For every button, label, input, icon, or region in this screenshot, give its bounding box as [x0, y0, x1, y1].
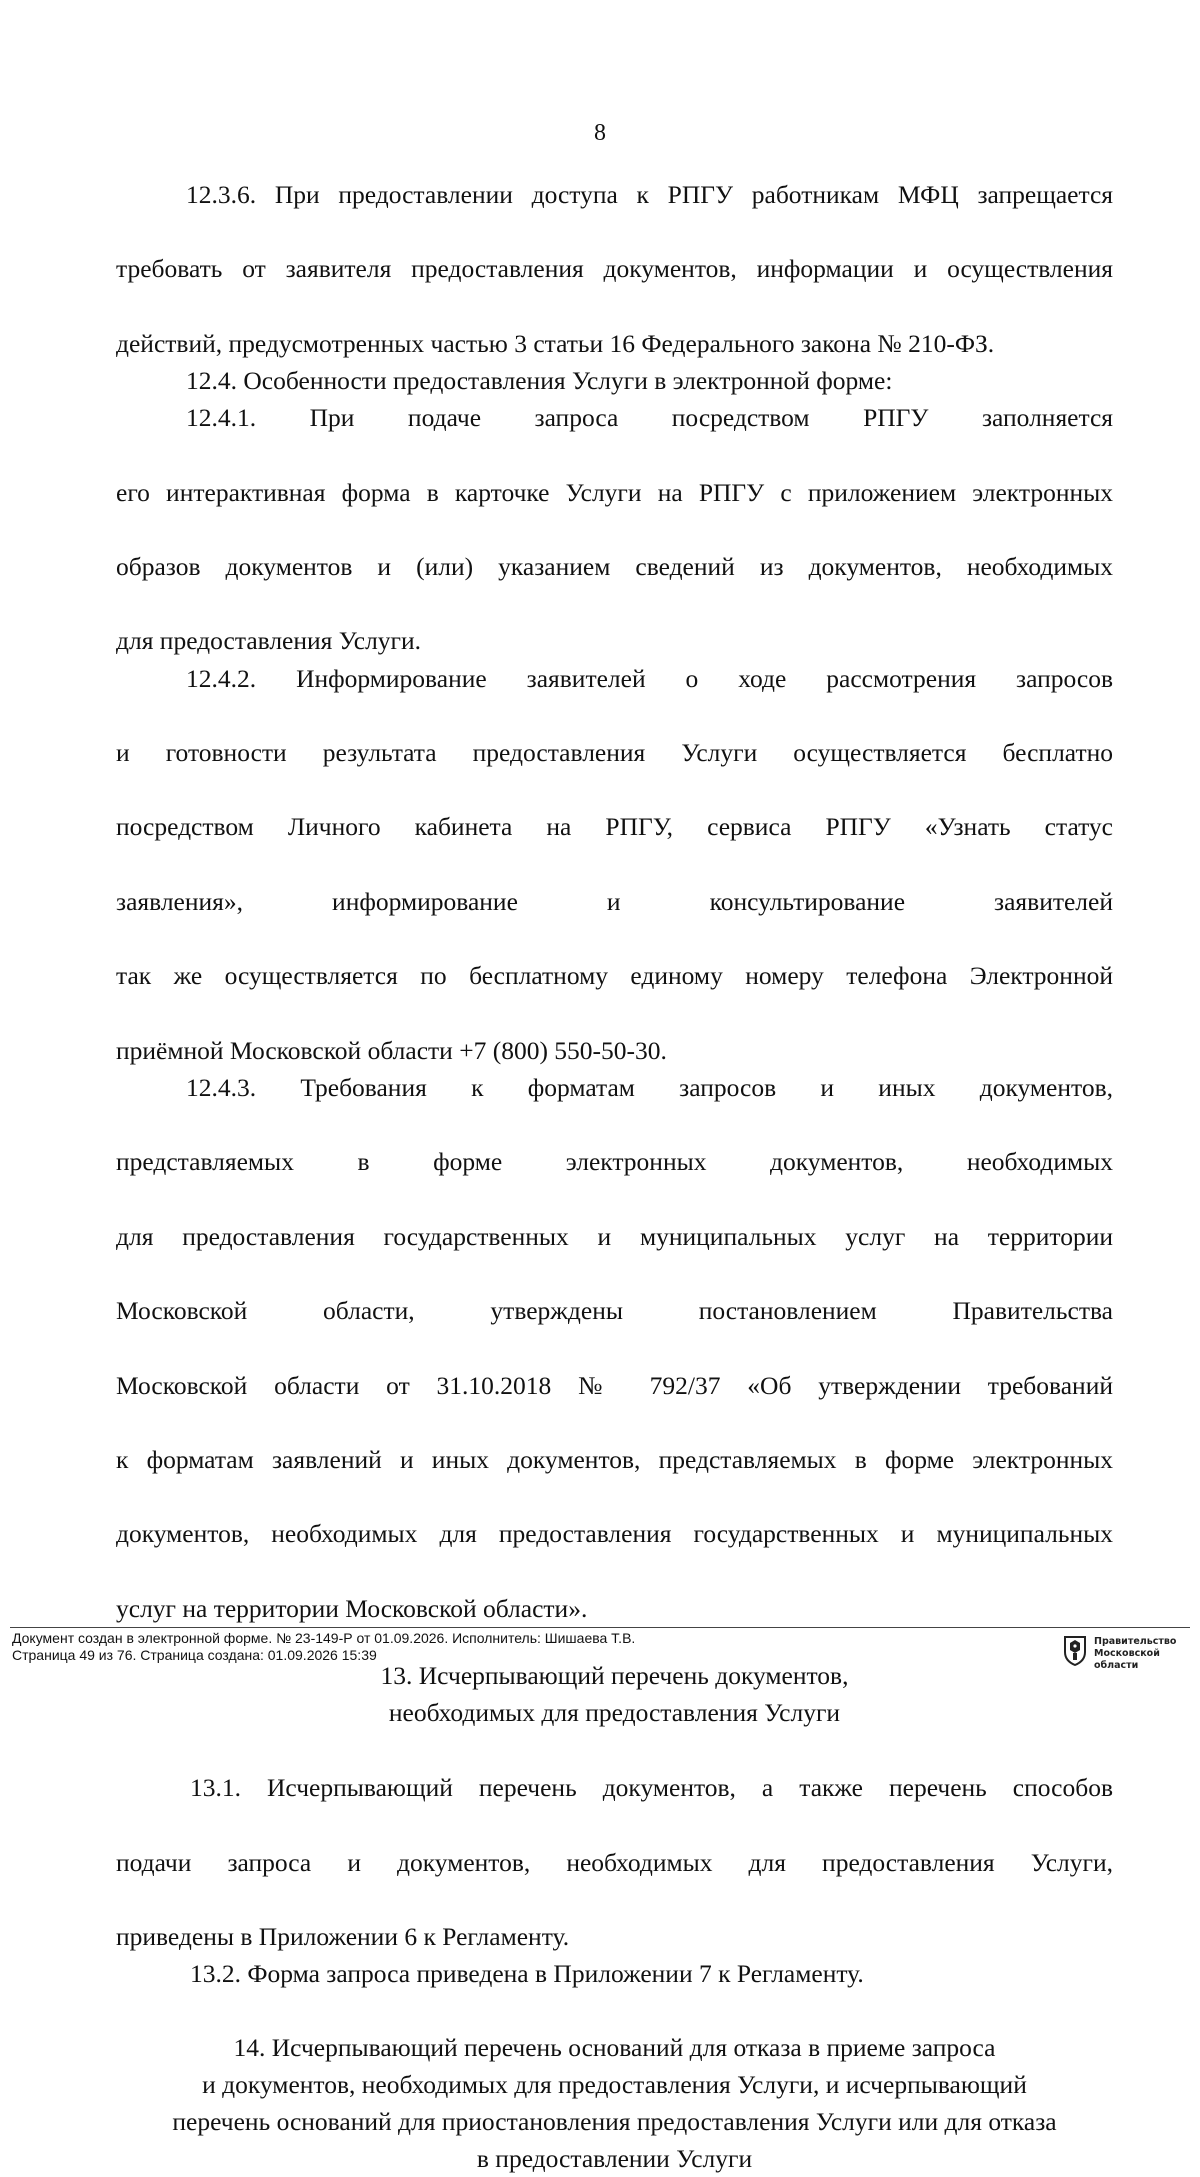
section-heading-13-line: 13. Исчерпывающий перечень документов, — [380, 1660, 849, 1690]
paragraph-12-4-3-line: к форматам заявлений и иных документов, представляемых в форме электронных — [116, 1444, 1113, 1474]
paragraph-12-4-3-line: документов, необходимых для предоставления государственных и муниципальных — [116, 1519, 1113, 1549]
document-body — [116, 176, 1113, 2177]
logo-text-line1: Правительство — [1094, 1636, 1177, 1647]
moscow-region-emblem-icon — [1062, 1634, 1088, 1666]
logo-text-line2: Московской области — [1094, 1648, 1160, 1671]
section-heading-14-line: и документов, необходимых для предоставления Услуги, и исчерпывающий — [202, 2069, 1027, 2099]
section-heading-14-line: 14. Исчерпывающий перечень оснований для отказа в приеме запроса — [233, 2032, 996, 2062]
paragraph-12-4-3-line: представляемых в форме электронных документов, необходимых — [116, 1147, 1113, 1177]
paragraph-12-3-6-line: действий, предусмотренных частью 3 статьи 16 Федерального закона № 210-ФЗ. — [116, 328, 995, 358]
paragraph-13-1-line: 13.1. Исчерпывающий перечень документов, а также перечень способов — [190, 1773, 1113, 1803]
paragraph-12-4-2-line: посредством Личного кабинета на РПГУ, сервиса РПГУ «Узнать статус — [116, 812, 1113, 842]
paragraph-12-4-2-line: и готовности результата предоставления Услуги осуществляется бесплатно — [116, 738, 1113, 768]
paragraph-12-4-3-line: для предоставления государственных и муниципальных услуг на территории — [116, 1221, 1113, 1251]
paragraph-12-4-2-line: так же осуществляется по бесплатному единому номеру телефона Электронной — [116, 961, 1113, 991]
footer-page-info: Страница 49 из 76. Страница создана: 01.09.2026 15:39 — [12, 1647, 377, 1663]
page-number: 8 — [594, 120, 606, 146]
paragraph-12-3-6-line: требовать от заявителя предоставления документов, информации и осуществления — [116, 254, 1113, 284]
government-logo — [1062, 1632, 1192, 1672]
paragraph-12-4-1-line: его интерактивная форма в карточке Услуги на РПГУ с приложением электронных — [116, 477, 1113, 507]
footer-document-info: Документ создан в электронной форме. № 23-149-Р от 01.09.2026. Исполнитель: Шишаева Т.В. — [12, 1630, 636, 1646]
paragraph-12-4-3-line: услуг на территории Московской области». — [116, 1593, 588, 1623]
paragraph-12-4-1-line: образов документов и (или) указанием сведений из документов, необходимых — [116, 552, 1113, 582]
logo-text — [1094, 1636, 1194, 1672]
paragraph-12-4-1-line: для предоставления Услуги. — [116, 626, 422, 656]
paragraph-12-4-3-line: 12.4.3. Требования к форматам запросов и иных документов, — [186, 1072, 1113, 1102]
paragraph-12-4-2-line: 12.4.2. Информирование заявителей о ходе рассмотрения запросов — [186, 663, 1113, 693]
section-heading-14-line: перечень оснований для приостановления предоставления Услуги или для отказа — [172, 2106, 1057, 2136]
paragraph-12-4-1-line: 12.4.1. При подаче запроса посредством РПГУ заполняется — [186, 403, 1113, 433]
paragraph-13-1-line: приведены в Приложении 6 к Регламенту. — [116, 1922, 570, 1952]
paragraph-12-4-3-line: Московской области, утверждены постановлением Правительства — [116, 1296, 1113, 1326]
section-heading-13-line: необходимых для предоставления Услуги — [388, 1698, 841, 1728]
paragraph-13-1-line: подачи запроса и документов, необходимых для предоставления Услуги, — [116, 1847, 1113, 1877]
footer — [12, 1630, 912, 1664]
paragraph-12-3-6-line: 12.3.6. При предоставлении доступа к РПГУ работникам МФЦ запрещается — [186, 180, 1113, 209]
footer-divider — [10, 1627, 1190, 1628]
paragraph-12-4-2-line: заявления», информирование и консультирование заявителей — [116, 886, 1113, 916]
paragraph-13-2: 13.2. Форма запроса приведена в Приложении 7 к Регламенту. — [190, 1959, 864, 1989]
paragraph-12-4: 12.4. Особенности предоставления Услуги в электронной форме: — [186, 366, 893, 396]
paragraph-12-4-3-line: Московской области от 31.10.2018 № 792/37 «Об утверждении требований — [116, 1370, 1113, 1400]
paragraph-12-4-2-line: приёмной Московской области +7 (800) 550-50-30. — [116, 1035, 667, 1065]
section-heading-14-line: в предоставлении Услуги — [476, 2144, 753, 2174]
